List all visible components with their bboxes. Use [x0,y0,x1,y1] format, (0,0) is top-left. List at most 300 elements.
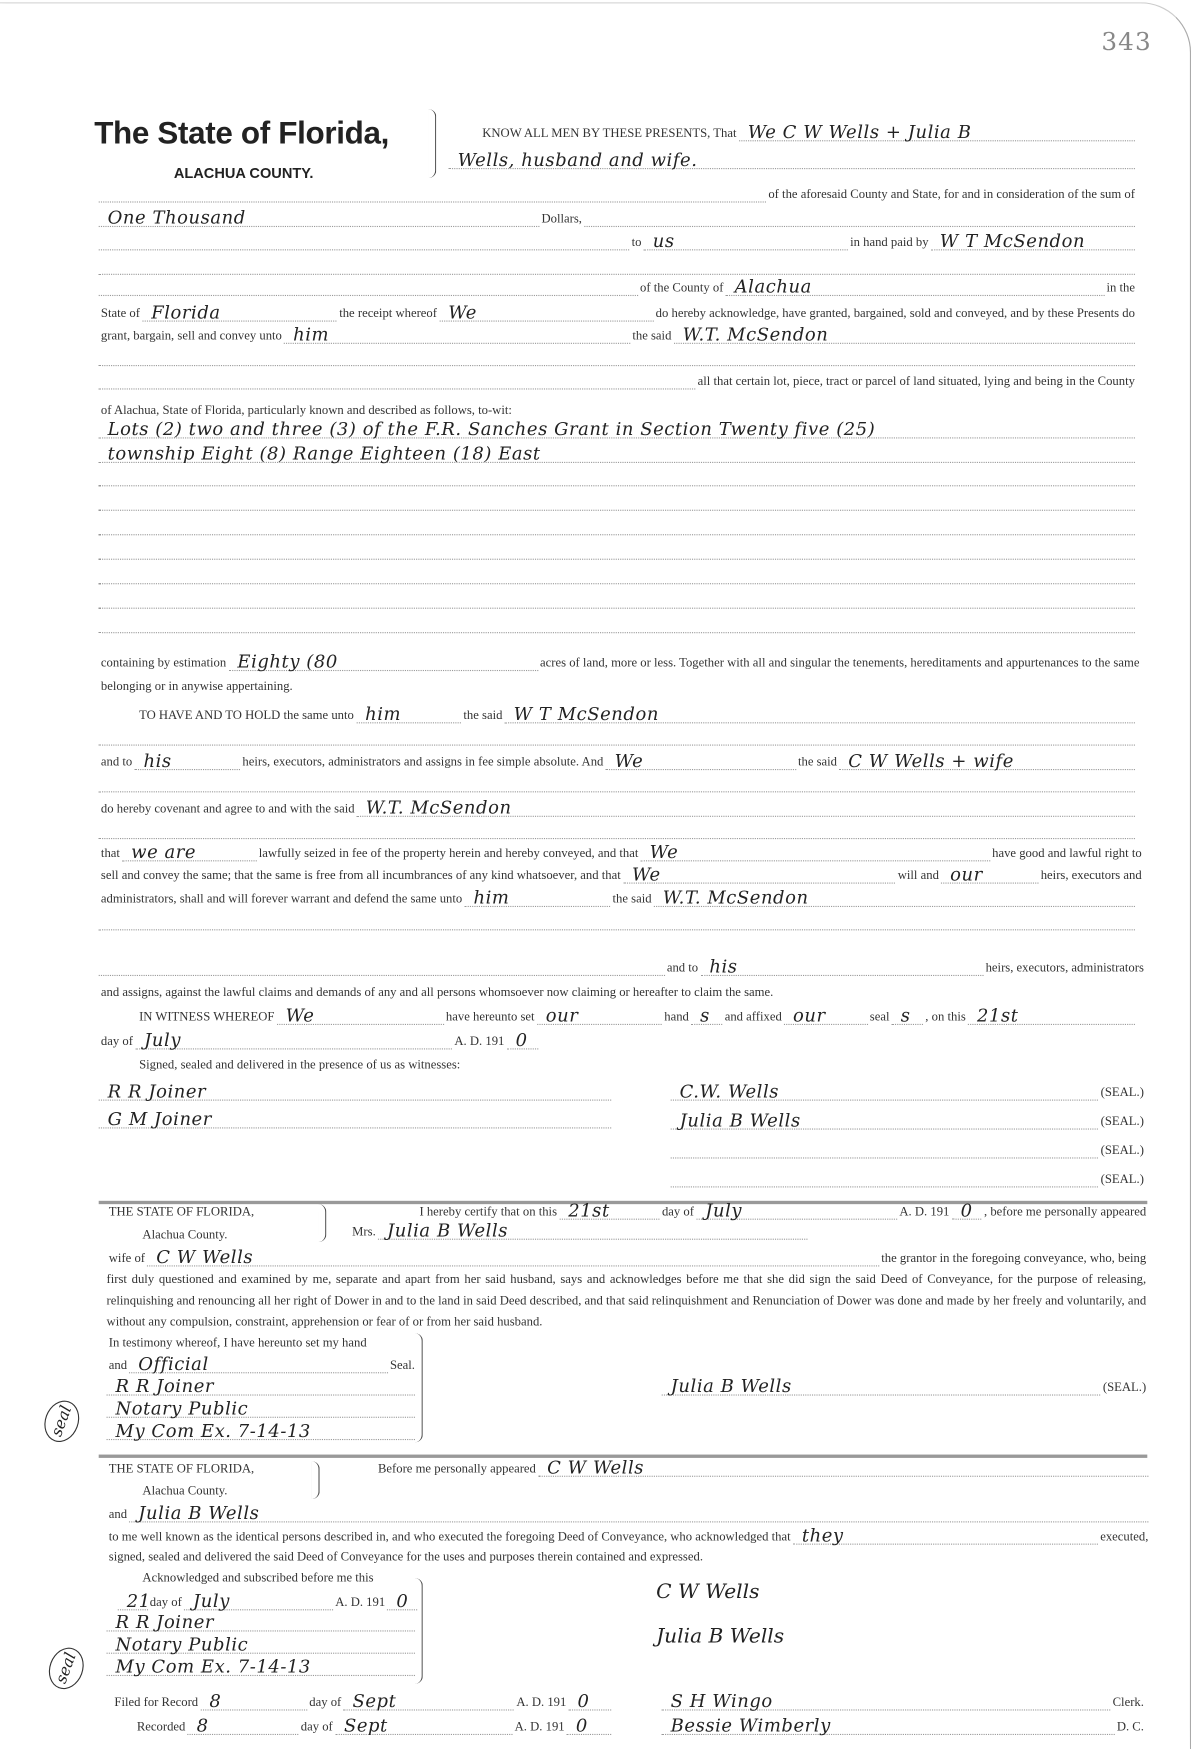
printed-text-seal: (SEAL.) [1102,1381,1147,1395]
printed-text-mrs: Mrs. [352,1225,376,1239]
handwritten-entry: s [700,1004,710,1027]
filled-field-acres [228,651,537,673]
printed-text-county: Alachua County. [142,1228,228,1242]
form-line [99,515,1135,535]
filled-field-month [135,1029,452,1051]
handwritten-entry: Julia B Wells [386,1219,509,1241]
form-line [99,772,1135,792]
handwritten-entry: township Eight (8) Range Eighteen (18) East [107,442,541,465]
handwritten-entry: 21 [126,1590,151,1612]
printed-text-ad: A. D. 191 [454,1034,505,1049]
printed-text-before: , before me personally appeared [984,1205,1147,1219]
handwritten-entry: We [448,301,477,323]
filled-field-grantee-2 [674,323,1135,345]
form-line [137,703,1135,723]
handwritten-entry: W.T. McSendon [365,796,512,818]
blank-dotted-line [99,495,1135,511]
filled-field-grantee-5 [654,886,1135,909]
form-line [99,466,1135,486]
printed-text-to-wit: of Alachua, State of Florida, particularly known and described as follows, to-wit: [100,403,512,418]
filled-field-husband [538,1456,1148,1478]
handwritten-entry: We [285,1004,315,1027]
form-line [671,1081,1147,1101]
printed-text-seal-word: Seal. [389,1358,415,1373]
printed-text-deputy-label: D. C. [1116,1720,1144,1734]
form-line [99,1081,612,1101]
form-line [107,1331,418,1351]
form-line [107,1634,415,1654]
form-line [107,1353,418,1373]
handwritten-entry: s [900,1004,911,1027]
header-brace [428,109,436,178]
filled-field-notary [107,1375,415,1397]
filled-field-state [142,301,337,323]
handwritten-entry: R R Joiner [107,1080,207,1102]
county-heading: ALACHUA COUNTY. [173,164,314,182]
form-line [376,1457,1149,1477]
printed-text-executed: executed, [1100,1530,1149,1544]
printed-text-ad: A. D. 191 [514,1720,565,1734]
filled-field-filed-year [569,1690,612,1712]
form-line [137,1005,1135,1025]
filled-field-covenantors [606,750,796,772]
form-line [107,1525,1151,1545]
handwritten-entry: W.T. McSendon [682,323,829,345]
printed-text-covenant: do hereby covenant and agree to and with the said [100,802,355,816]
form-line [99,564,1135,584]
handwritten-entry: Julia B Wells [138,1502,260,1524]
handwritten-entry: 21st [976,1004,1019,1027]
filled-field-grantee [931,230,1135,252]
form-line [140,1566,417,1586]
blank-dotted-line [584,211,1135,227]
form-line [350,1220,808,1240]
printed-text-testimony: In testimony whereof, I have hereunto set my hand [108,1336,367,1350]
form-line [99,841,1144,861]
handwritten-entry: Bessie Wimberly [670,1714,831,1737]
form-line [99,589,1135,609]
printed-text-hand: hand [664,1010,689,1024]
printed-text-belonging: belonging or in anywise appertaining. [100,679,293,694]
printed-text-sell: sell and convey the same; that the same is free from all incumbrances of any kind whatsoever, and that [100,869,621,883]
filled-field-hold-unto [356,703,461,725]
handwritten-entry: Official [138,1353,209,1375]
printed-text-ad: A. D. 191 [516,1696,567,1710]
handwritten-entry: our [545,1004,579,1027]
printed-text-know: KNOW ALL MEN BY THESE PRESENTS, That [482,126,737,141]
filled-field-county [726,275,1105,298]
printed-text-signed: Signed, sealed and delivered in the presence of us as witnesses: [139,1058,461,1072]
handwritten-entry: My Com Ex. 7-14-13 [115,1655,311,1678]
printed-text-the-said: the said [612,892,652,906]
filled-field-day [968,1004,1135,1027]
blank-dotted-line [99,544,1135,560]
form-line [99,443,1135,463]
form-line [99,750,1135,770]
handwritten-entry: him [365,703,402,725]
printed-text-heirs-exec2: heirs, executors and [1040,869,1142,883]
printed-text-and: and [108,1507,128,1522]
printed-text-w1: IN WITNESS WHEREOF [139,1010,275,1024]
printed-text-good: have good and lawful right to [992,846,1142,861]
handwritten-entry: 8 [196,1714,209,1737]
form-line [99,418,1135,438]
handwritten-entry: they [801,1524,844,1546]
printed-text-and: and [108,1358,128,1373]
form-line [671,1110,1147,1130]
form-line [99,398,1135,418]
printed-text-day-of: day of [309,1696,342,1710]
form-line [99,207,1135,227]
form-line [99,183,1138,203]
printed-text-filed: Filed for Record [114,1696,199,1710]
printed-text-certify: I hereby certify that on this [419,1205,557,1219]
form-line [107,1420,415,1440]
printed-text-state-of: State of [100,307,140,321]
filled-field-clerk [662,1690,1111,1712]
form-line [99,255,1135,275]
printed-text-all-that: all that certain lot, piece, tract or parcel of land situated, lying and being in the County [697,375,1135,389]
printed-text-clerk-label: Clerk. [1112,1696,1144,1710]
printed-text-day-of: day of [149,1595,182,1610]
handwritten-entry: R R Joiner [115,1375,215,1397]
filled-field-convey-unto [284,323,630,345]
printed-text-that: that [100,846,120,861]
handwritten-entry: C.W. Wells [679,1080,780,1102]
printed-text-seal: (SEAL.) [1100,1144,1144,1158]
handwritten-entry: him [473,886,510,909]
handwritten-entry: our [793,1004,826,1027]
filled-field-legal-2 [99,442,1135,465]
filled-field-warrantor-heirs [941,863,1038,885]
notary-seal-mark: seal [39,1395,85,1446]
filled-field-defend-unto [464,886,610,909]
handwritten-entry: 8 [209,1690,222,1712]
printed-text-acknowledged: Acknowledged and subscribed before me this [142,1571,374,1585]
printed-text-containing: containing by estimation [100,656,227,670]
blank-dotted-line [99,569,1135,585]
handwritten-entry: My Com Ex. 7-14-13 [115,1420,311,1442]
form-line [99,276,1138,296]
filled-field-recorded-year [567,1714,611,1737]
handwritten-entry: We [614,750,644,772]
form-line [112,1690,611,1710]
handwritten-entry: We [631,863,661,885]
printed-text-grantor: the grantor in the foregoing conveyance, who, being [881,1252,1147,1266]
form-line [107,1656,415,1676]
blank-dotted-line [99,520,1135,536]
handwritten-entry: his [143,750,172,772]
filled-field-grantee-3 [505,703,1135,725]
handwritten-entry: W T McSendon [513,703,659,725]
handwritten-entry: we are [131,841,197,863]
filled-field-grantors [739,121,1135,143]
form-line [107,1200,326,1220]
filled-field-who [277,1004,444,1027]
printed-text-of-county: of the County of [640,281,724,295]
filled-field-notary [107,1397,415,1419]
filled-field-wife [129,1502,1148,1524]
filled-field-month [184,1590,333,1612]
form-line [99,369,1138,389]
form-line [99,980,1135,1000]
handwritten-signature: C W Wells [656,1580,760,1604]
form-line [99,819,1135,839]
handwritten-entry: Sept [343,1714,388,1737]
printed-text-recorded: Recorded [136,1720,186,1734]
filled-field-seized [122,841,256,863]
filled-field-wife-name [378,1219,807,1241]
filled-field-grantors-2 [449,149,1135,171]
printed-text-to: to [631,235,642,250]
form-line [99,864,1144,884]
filled-field-paid-to [644,230,848,252]
form-line [99,1029,539,1049]
printed-text-will-and: will and [897,869,939,883]
filled-field-day [559,1199,659,1221]
form-line [99,956,1146,976]
printed-text-dollars: Dollars, [541,212,582,226]
blank-dotted-line [99,777,1135,793]
handwritten-entry: C W Wells + wife [848,750,1014,772]
form-line [107,1246,1149,1266]
form-line [99,1108,612,1128]
blank-dotted-line [99,915,1135,931]
filled-field-notary [107,1420,415,1442]
form-line [107,1398,415,1418]
form-line [99,797,1135,817]
handwritten-entry: 21st [568,1199,610,1221]
printed-text-hold: TO HAVE AND TO HOLD the same unto [139,708,354,723]
filled-field-they [793,1524,1098,1546]
printed-text-signed: signed, sealed and delivered the said Deed of Conveyance for the uses and purposes therein contained and expressed. [108,1550,704,1564]
blank-dotted-line [99,235,630,251]
printed-text-lawfully: lawfully seized in fee of the property herein and hereby conveyed, and that [258,846,639,861]
form-line [99,540,1135,560]
filled-field-witnesses [99,1080,612,1102]
page-number: 343 [1101,28,1152,57]
printed-text-in-hand: in hand paid by [850,235,929,250]
filled-field-signers [671,1172,1099,1188]
handwritten-entry: July [705,1199,743,1221]
printed-text-ad: A. D. 191 [899,1205,950,1219]
form-line [99,910,1135,930]
form-line [135,1715,612,1735]
handwritten-entry: Eighty (80 [237,651,338,673]
form-line [99,726,1135,746]
filled-field-right-holders [641,841,990,863]
form-line [99,651,1142,671]
filled-field-notary [107,1611,415,1633]
handwritten-entry: R R Joiner [115,1611,215,1633]
form-line [118,1590,417,1610]
filled-field-notary [107,1633,415,1655]
filled-field-notary [107,1655,415,1678]
form-line [449,149,1135,169]
printed-text-on-this: , on this [925,1010,966,1024]
form-line [99,230,1135,250]
printed-text-state: THE STATE OF FLORIDA, [108,1462,255,1476]
printed-text-w2: have hereunto set [445,1010,535,1024]
filled-field-filed-day [200,1690,307,1712]
printed-text-seal: (SEAL.) [1100,1115,1144,1129]
handwritten-entry: 0 [396,1590,409,1612]
filled-field-month [696,1199,897,1221]
filled-field-grantee-4 [357,796,1135,818]
filled-field-signers [671,1080,1099,1102]
printed-text-acres-text: acres of land, more or less. Together with all and singular the tenements, hereditaments and appurtenances to the same [540,656,1140,670]
blank-dotted-line [99,471,1135,487]
filled-field-filed-month [344,1690,515,1712]
form-line [662,1715,1146,1735]
filled-field-husband [147,1246,879,1268]
filled-field-official [129,1353,387,1375]
form-line [99,491,1135,511]
printed-text-state: THE STATE OF FLORIDA, [108,1205,255,1219]
handwritten-entry: Sept [352,1690,397,1712]
handwritten-entry: Notary Public [115,1633,249,1655]
printed-text-and-to: and to [666,961,699,975]
form-line [107,1611,415,1631]
form-line [99,346,1135,366]
filled-field-receipt-by [439,301,653,323]
handwritten-signature: Julia B Wells [656,1624,785,1649]
printed-text-affixed: and affixed [724,1010,782,1024]
handwritten-entry: Alachua [734,275,812,298]
printed-text-day-of: day of [661,1205,694,1219]
filled-field-heirs-of-2 [700,955,983,978]
document-title: The State of Florida, [94,115,389,151]
printed-text-seal: (SEAL.) [1100,1172,1144,1187]
handwritten-entry: Wells, husband and wife. [457,149,698,171]
handwritten-entry: him [293,323,330,345]
form-line [107,1502,1149,1522]
filled-field-s [691,1004,722,1027]
form-line [107,1545,1149,1565]
handwritten-entry: 0 [960,1199,973,1221]
blank-dotted-line [99,824,1135,840]
handwritten-entry: July [144,1029,182,1051]
form-line [671,1138,1147,1158]
handwritten-entry: C W Wells [547,1456,645,1478]
handwritten-entry: S H Wingo [670,1690,773,1712]
filled-field-recorded-month [335,1714,512,1737]
printed-text-before: Before me personally appeared [377,1462,536,1476]
filled-field-recorded-day [188,1714,299,1737]
filled-field-witnesses [99,1108,612,1130]
printed-text-administrators: administrators, shall and will forever warrant and defend the same unto [100,892,463,906]
handwritten-entry: We C W Wells + Julia B [747,121,972,143]
form-line [417,1200,1148,1220]
printed-text-acknowledge: do hereby acknowledge, have granted, bargained, sold and conveyed, and by these Presents do [655,307,1135,321]
form-line [99,302,1138,322]
blank-dotted-line [99,960,665,976]
filled-field-heirs-of [135,750,241,772]
filled-field-signature [662,1375,1101,1397]
handwritten-entry: W.T. McSendon [662,886,809,909]
filled-field-sum [99,206,540,229]
printed-text-assigns: and assigns, against the lawful claims and demands of any and all persons whomsoever now claiming or hereafter to claim the same. [100,986,774,1000]
filled-field-our [537,1004,662,1027]
handwritten-entry: Julia B Wells [670,1375,792,1397]
handwritten-entry: 0 [575,1714,588,1737]
form-line [107,1376,415,1396]
handwritten-entry: 0 [515,1029,528,1051]
form-line [662,1690,1146,1710]
form-line [99,887,1135,907]
printed-text-receipt: the receipt whereof [339,307,437,321]
handwritten-entry: G M Joiner [107,1108,212,1130]
filled-field-warrantors [623,863,895,885]
handwritten-entry: C W Wells [156,1246,254,1268]
blank-dotted-line [99,259,1135,275]
handwritten-entry: Notary Public [115,1397,249,1419]
form-line [99,324,1135,344]
filled-field-our2 [784,1004,867,1027]
filled-field-s2 [892,1004,923,1027]
filled-field-year [952,1199,982,1221]
form-line [662,1376,1149,1396]
printed-text-the-said: the said [797,755,838,770]
printed-text-aforesaid: of the aforesaid County and State, for and in consideration of the sum of [768,188,1135,202]
blank-dotted-line [99,730,1135,746]
handwritten-entry: We [649,841,679,863]
filled-field-legal-1 [99,418,1135,440]
printed-text-county: Alachua County. [142,1484,228,1498]
form-line [671,1167,1147,1187]
printed-text-seal: (SEAL.) [1100,1086,1144,1100]
form-line [480,121,1135,141]
notary-seal-mark: seal [43,1643,89,1694]
form-line [137,1053,785,1073]
printed-text-ad: A. D. 191 [335,1595,386,1610]
filled-field-signers [671,1143,1099,1159]
handwritten-entry: his [709,955,738,978]
blank-dotted-line [99,280,638,296]
filled-field-day [118,1590,151,1612]
printed-text-day-of: day of [300,1720,333,1734]
printed-text-wife-of: wife of [108,1252,146,1266]
handwritten-entry: July [193,1590,230,1612]
handwritten-entry: One Thousand [107,206,246,229]
printed-text-the-said: the said [463,708,503,723]
handwritten-entry: Julia B Wells [679,1109,801,1131]
printed-text-grant: grant, bargain, sell and convey unto [100,329,282,343]
printed-text-in-the: in the [1106,281,1135,295]
printed-text-and-to: and to [100,755,133,770]
printed-text-seal: seal [869,1010,890,1024]
blank-dotted-line [99,187,766,203]
filled-field-year [387,1590,417,1612]
dower-paragraph: first duly questioned and examined by me, separate and apart from her said husband, says and acknowledges before me that she did sign the said Deed of Conveyance, for the purpose of releasing, relinquishing and renouncing all her right of Dower in and to the land in said Deed described, and that said relinquishment and Renunciation of Dower was done and made by her freely and voluntarily, and without any compulsion, constraint, apprehension or fear of or from her said husband. [106,1273,1147,1329]
form-line [99,674,1135,694]
handwritten-entry: our [950,863,983,885]
printed-text-the-said: the said [632,329,672,343]
handwritten-entry: us [652,230,675,252]
filled-field-signers [671,1109,1099,1131]
form-line [140,1479,314,1499]
printed-text-well-known: to me well known as the identical persons described in, and who executed the foregoing Deed of Conveyance, who acknowledged that [108,1530,791,1544]
blank-dotted-line [99,351,1135,367]
handwritten-entry: Lots (2) two and three (3) of the F.R. Sanches Grant in Section Twenty five (25) [107,418,876,440]
filled-field-grantors-3 [839,750,1135,772]
handwritten-entry: W T McSendon [939,230,1086,252]
handwritten-entry: 0 [577,1690,590,1712]
form-line [107,1457,314,1477]
printed-text-heirs-admin: heirs, executors, administrators [985,961,1144,975]
blank-dotted-line [99,374,696,390]
printed-text-heirs-exec: heirs, executors, administrators and assigns in fee simple absolute. And [242,755,604,770]
